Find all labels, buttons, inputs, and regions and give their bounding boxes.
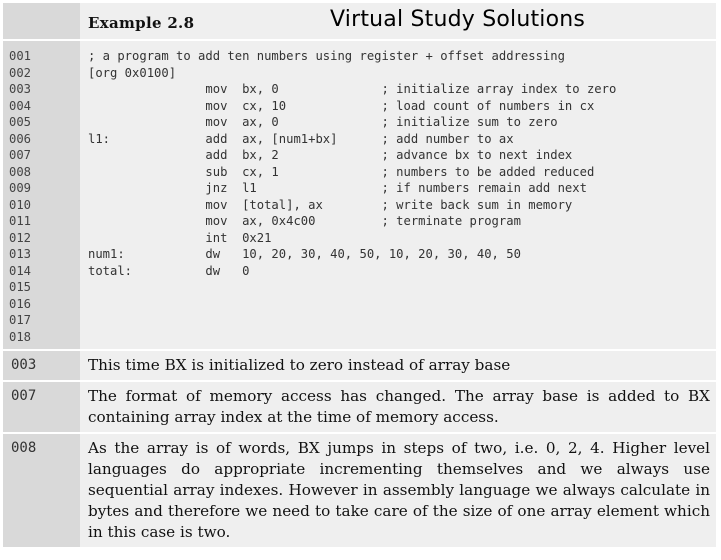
line-number: 017 [9, 313, 32, 327]
explanation-row [3, 351, 716, 382]
example-title: Example 2.8 [88, 14, 195, 32]
line-number: 003 [9, 82, 32, 96]
code-column [80, 41, 716, 349]
code-line: mov [total], ax ; write back sum in memory [88, 197, 573, 212]
line-number: 014 [9, 263, 32, 278]
note-text: This time BX is initialized to zero instead of array base [80, 351, 716, 380]
brand-watermark: Virtual Study Solutions [330, 7, 586, 32]
line-number: 006 [9, 131, 32, 146]
line-number: 015 [9, 280, 32, 294]
line-number: 016 [9, 296, 32, 311]
code-line: sub cx, 1 ; numbers to be added reduced [88, 164, 595, 179]
line-number: 010 [9, 197, 32, 212]
note-line-ref: 007 [3, 382, 80, 432]
line-number: 009 [9, 181, 32, 195]
line-number: 007 [9, 148, 32, 162]
code-line: mov bx, 0 ; initialize array index to zero [88, 82, 617, 96]
explanation-row [3, 434, 716, 549]
example-table [3, 3, 716, 553]
code-line: mov ax, 0x4c00 ; terminate program [88, 214, 521, 228]
line-number: 012 [9, 230, 32, 245]
note-text: As the array is of words, BX jumps in steps of two, i.e. 0, 2, 4. Higher level languages do appropriate incrementing themselves and we always use sequential array indexes. However in assembly language we always calculate in bytes and therefore we need to take care of the size of one array element which in this case is two. [80, 434, 716, 547]
code-line: mov cx, 10 ; load count of numbers in cx [88, 98, 595, 113]
code-line: ; a program to add ten numbers using register + offset addressing [88, 49, 565, 63]
example-header [3, 3, 716, 41]
line-number: 004 [9, 98, 32, 113]
code-line: mov ax, 0 ; initialize sum to zero [88, 115, 558, 129]
explanation-row [3, 382, 716, 434]
line-number: 002 [9, 65, 32, 80]
code-listing [3, 41, 716, 351]
line-number-column [3, 41, 80, 349]
code-line: [org 0x0100] [88, 65, 177, 80]
line-number: 013 [9, 247, 32, 261]
note-line-ref: 003 [3, 351, 80, 380]
code-line: total: dw 0 [88, 263, 250, 278]
code-line: jnz l1 ; if numbers remain add next [88, 181, 587, 195]
code-line: add bx, 2 ; advance bx to next index [88, 148, 573, 162]
line-number: 018 [9, 329, 32, 344]
note-line-ref: 008 [3, 434, 80, 547]
note-text: The format of memory access has changed. The array base is added to BX containing array index at the time of memory access. [80, 382, 716, 432]
header-gutter [3, 3, 80, 39]
line-number: 005 [9, 115, 32, 129]
header-cell [80, 3, 716, 39]
line-number: 011 [9, 214, 32, 228]
line-number: 001 [9, 49, 32, 63]
code-line: l1: add ax, [num1+bx] ; add number to ax [88, 131, 514, 146]
code-line: num1: dw 10, 20, 30, 40, 50, 10, 20, 30, 40, 50 [88, 247, 521, 261]
line-number: 008 [9, 164, 32, 179]
code-line: int 0x21 [88, 230, 272, 245]
